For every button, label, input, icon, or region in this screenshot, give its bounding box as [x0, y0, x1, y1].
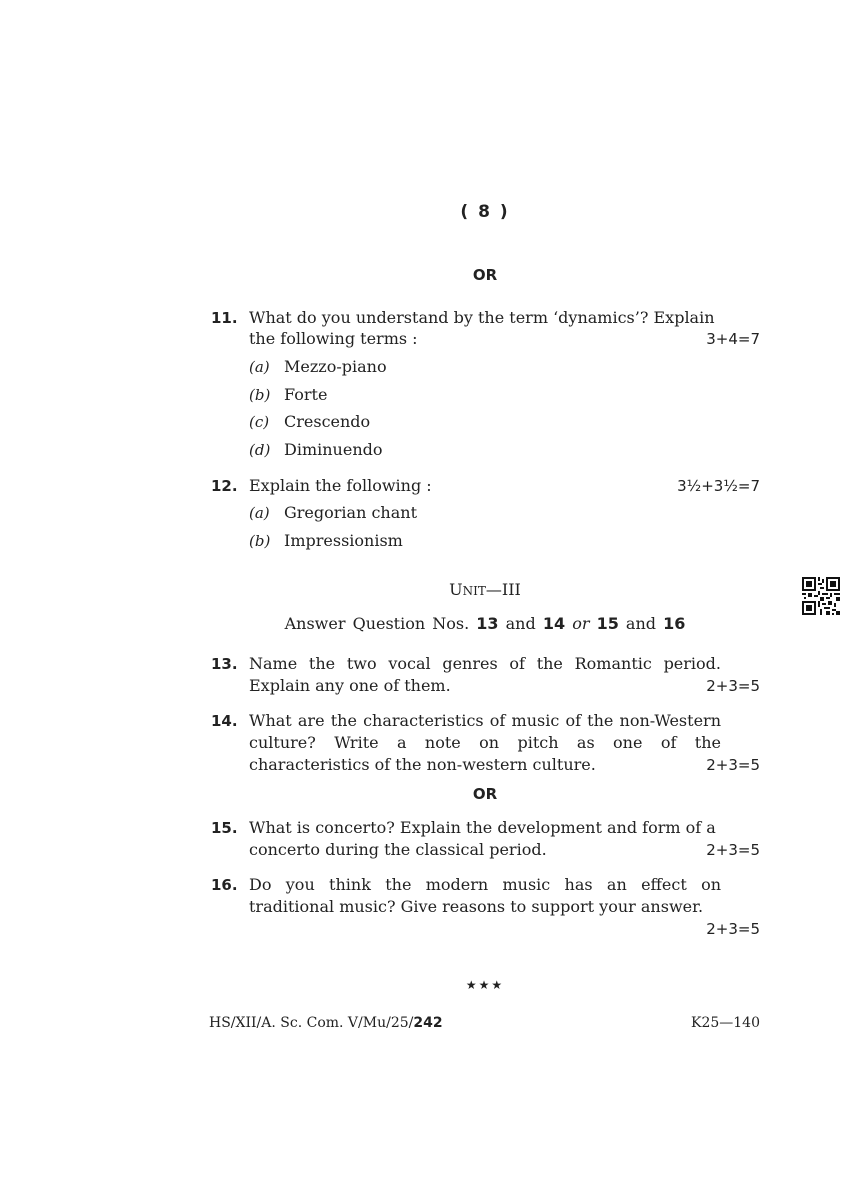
question-number: 14. [211, 712, 238, 730]
marks: 2+3=5 [706, 920, 760, 938]
instruction-question-number: 13 [476, 614, 499, 633]
instruction-question-number: 16 [663, 614, 686, 633]
unit-smallcaps: NIT [462, 584, 486, 598]
footer-code-prefix: HS/XII/A. Sc. Com. V/Mu/25/ [209, 1015, 414, 1031]
question-number: 16. [211, 876, 238, 894]
unit-heading [0, 580, 853, 599]
question-number: 13. [211, 655, 238, 673]
sub-part-text: Gregorian chant [284, 503, 418, 522]
instruction-question-number: 14 [542, 614, 566, 633]
unit-suffix: —III [485, 580, 521, 599]
marks: 2+3=5 [706, 841, 760, 859]
footer-print-code: K25—140 [691, 1015, 760, 1031]
instruction-text: Answer Question Nos. [284, 614, 470, 633]
marks: 2+3=5 [706, 677, 760, 695]
sub-part-text: Impressionism [284, 531, 403, 550]
question-text-line: What do you understand by the term ‘dynamics’? Explain [249, 308, 715, 327]
question-text-line: culture? Write a note on pitch as one of the [249, 733, 721, 752]
sub-part-text: Crescendo [284, 412, 371, 431]
marks: 3½+3½=7 [677, 477, 760, 495]
or-separator: OR [472, 266, 498, 284]
marks: 3+4=7 [706, 330, 760, 348]
unit-prefix: U [449, 580, 463, 599]
question-text-line: What are the characteristics of music of the non-Western [249, 711, 721, 730]
question-text-line: traditional music? Give reasons to support your answer. [249, 897, 704, 916]
unit-instruction [0, 614, 853, 633]
sub-part-label: (b) [249, 532, 271, 550]
instruction-text: and [505, 614, 536, 633]
sub-part-label: (a) [249, 358, 270, 376]
question-text-line: Explain the following : [249, 476, 432, 495]
footer-code-number: 242 [413, 1015, 443, 1031]
qr-code-icon [802, 577, 840, 615]
sub-part-text: Forte [284, 385, 328, 404]
question-text-line: the following terms : [249, 329, 418, 348]
question-text-line: Name the two vocal genres of the Romantic period. [249, 654, 721, 673]
instruction-text: or [572, 614, 590, 633]
sub-part-label: (a) [249, 504, 270, 522]
sub-part-label: (b) [249, 386, 271, 404]
question-text-line: Explain any one of them. [249, 676, 451, 695]
sub-part-text: Diminuendo [284, 440, 383, 459]
sub-part-label: (c) [249, 413, 270, 431]
question-text-line: characteristics of the non-western culture. [249, 755, 596, 774]
sub-part-label: (d) [249, 441, 271, 459]
question-text-line: What is concerto? Explain the development and form of a [249, 818, 716, 837]
page-number: ( 8 ) [460, 202, 510, 222]
question-number: 12. [211, 477, 238, 495]
question-number: 11. [211, 309, 238, 327]
question-text-line: Do you think the modern music has an effect on [249, 875, 721, 894]
sub-part-text: Mezzo-piano [284, 357, 387, 376]
question-text-line: concerto during the classical period. [249, 840, 547, 859]
instruction-text: and [625, 614, 657, 633]
question-number: 15. [211, 819, 238, 837]
marks: 2+3=5 [706, 756, 760, 774]
or-separator: OR [472, 785, 498, 803]
instruction-question-number: 15 [596, 614, 619, 633]
footer-code [209, 1015, 443, 1031]
end-stars: ★★★ [465, 978, 505, 992]
